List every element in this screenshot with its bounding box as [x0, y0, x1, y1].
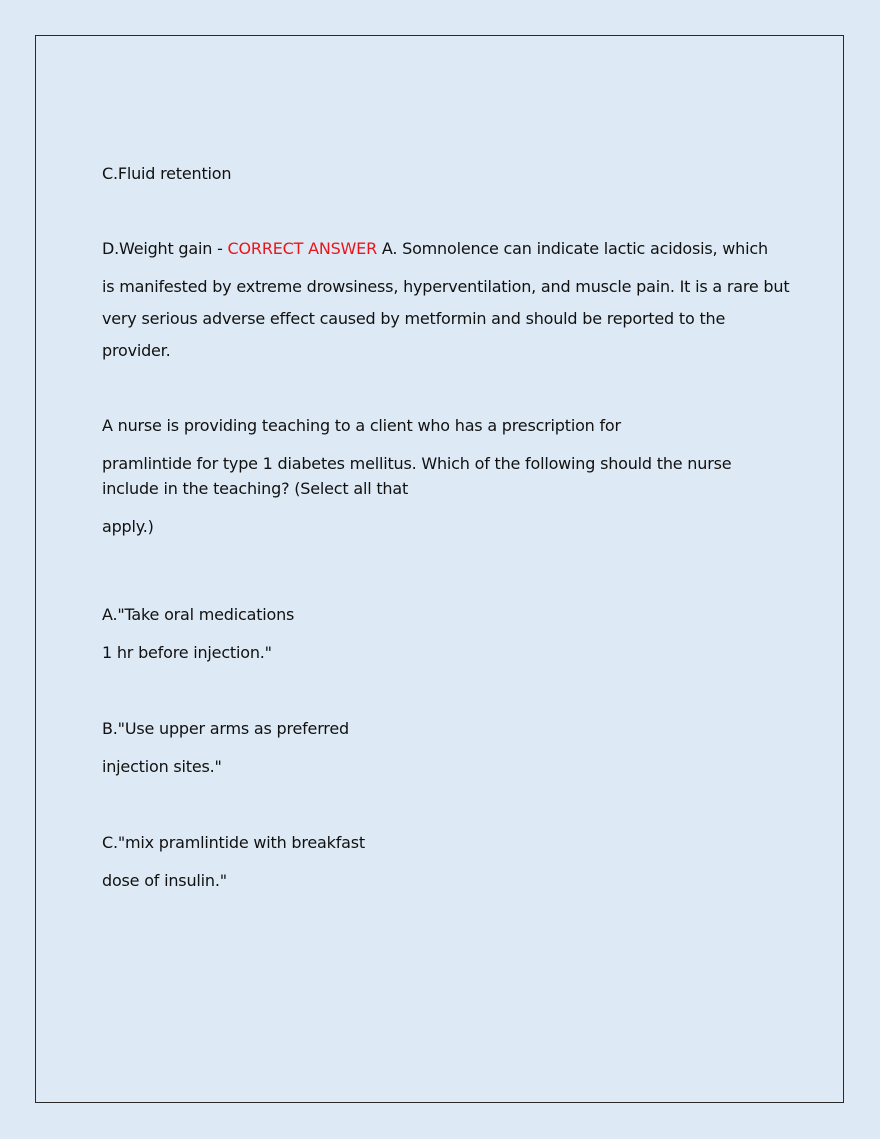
option-a-line-2: 1 hr before injection." [102, 643, 272, 662]
rationale-line-3: provider. [102, 341, 171, 360]
answer-d-text: D.Weight gain - [102, 239, 228, 258]
option-c-line-1: C."mix pramlintide with breakfast [102, 833, 365, 852]
page-border [35, 35, 844, 1103]
question-line-2: pramlintide for type 1 diabetes mellitus. Which of the following should the nurse include in the teaching? (Select all that [102, 454, 732, 498]
option-b-line-2: injection sites." [102, 757, 222, 776]
option-a-line-1: A."Take oral medications [102, 605, 295, 624]
answer-d-rationale-start: A. Somnolence can indicate lactic acidosis, which [377, 239, 768, 258]
correct-answer-label: CORRECT ANSWER [227, 239, 377, 258]
answer-option-d [102, 239, 768, 258]
answer-option-c: C.Fluid retention [102, 164, 232, 183]
question-line-3: apply.) [102, 517, 154, 536]
option-c-line-2: dose of insulin." [102, 871, 227, 890]
option-b-line-1: B."Use upper arms as preferred [102, 719, 349, 738]
rationale-line-2: very serious adverse effect caused by metformin and should be reported to the [102, 309, 726, 328]
rationale-line-1: is manifested by extreme drowsiness, hyperventilation, and muscle pain. It is a rare but [102, 277, 790, 296]
question-line-1: A nurse is providing teaching to a client who has a prescription for [102, 416, 621, 435]
